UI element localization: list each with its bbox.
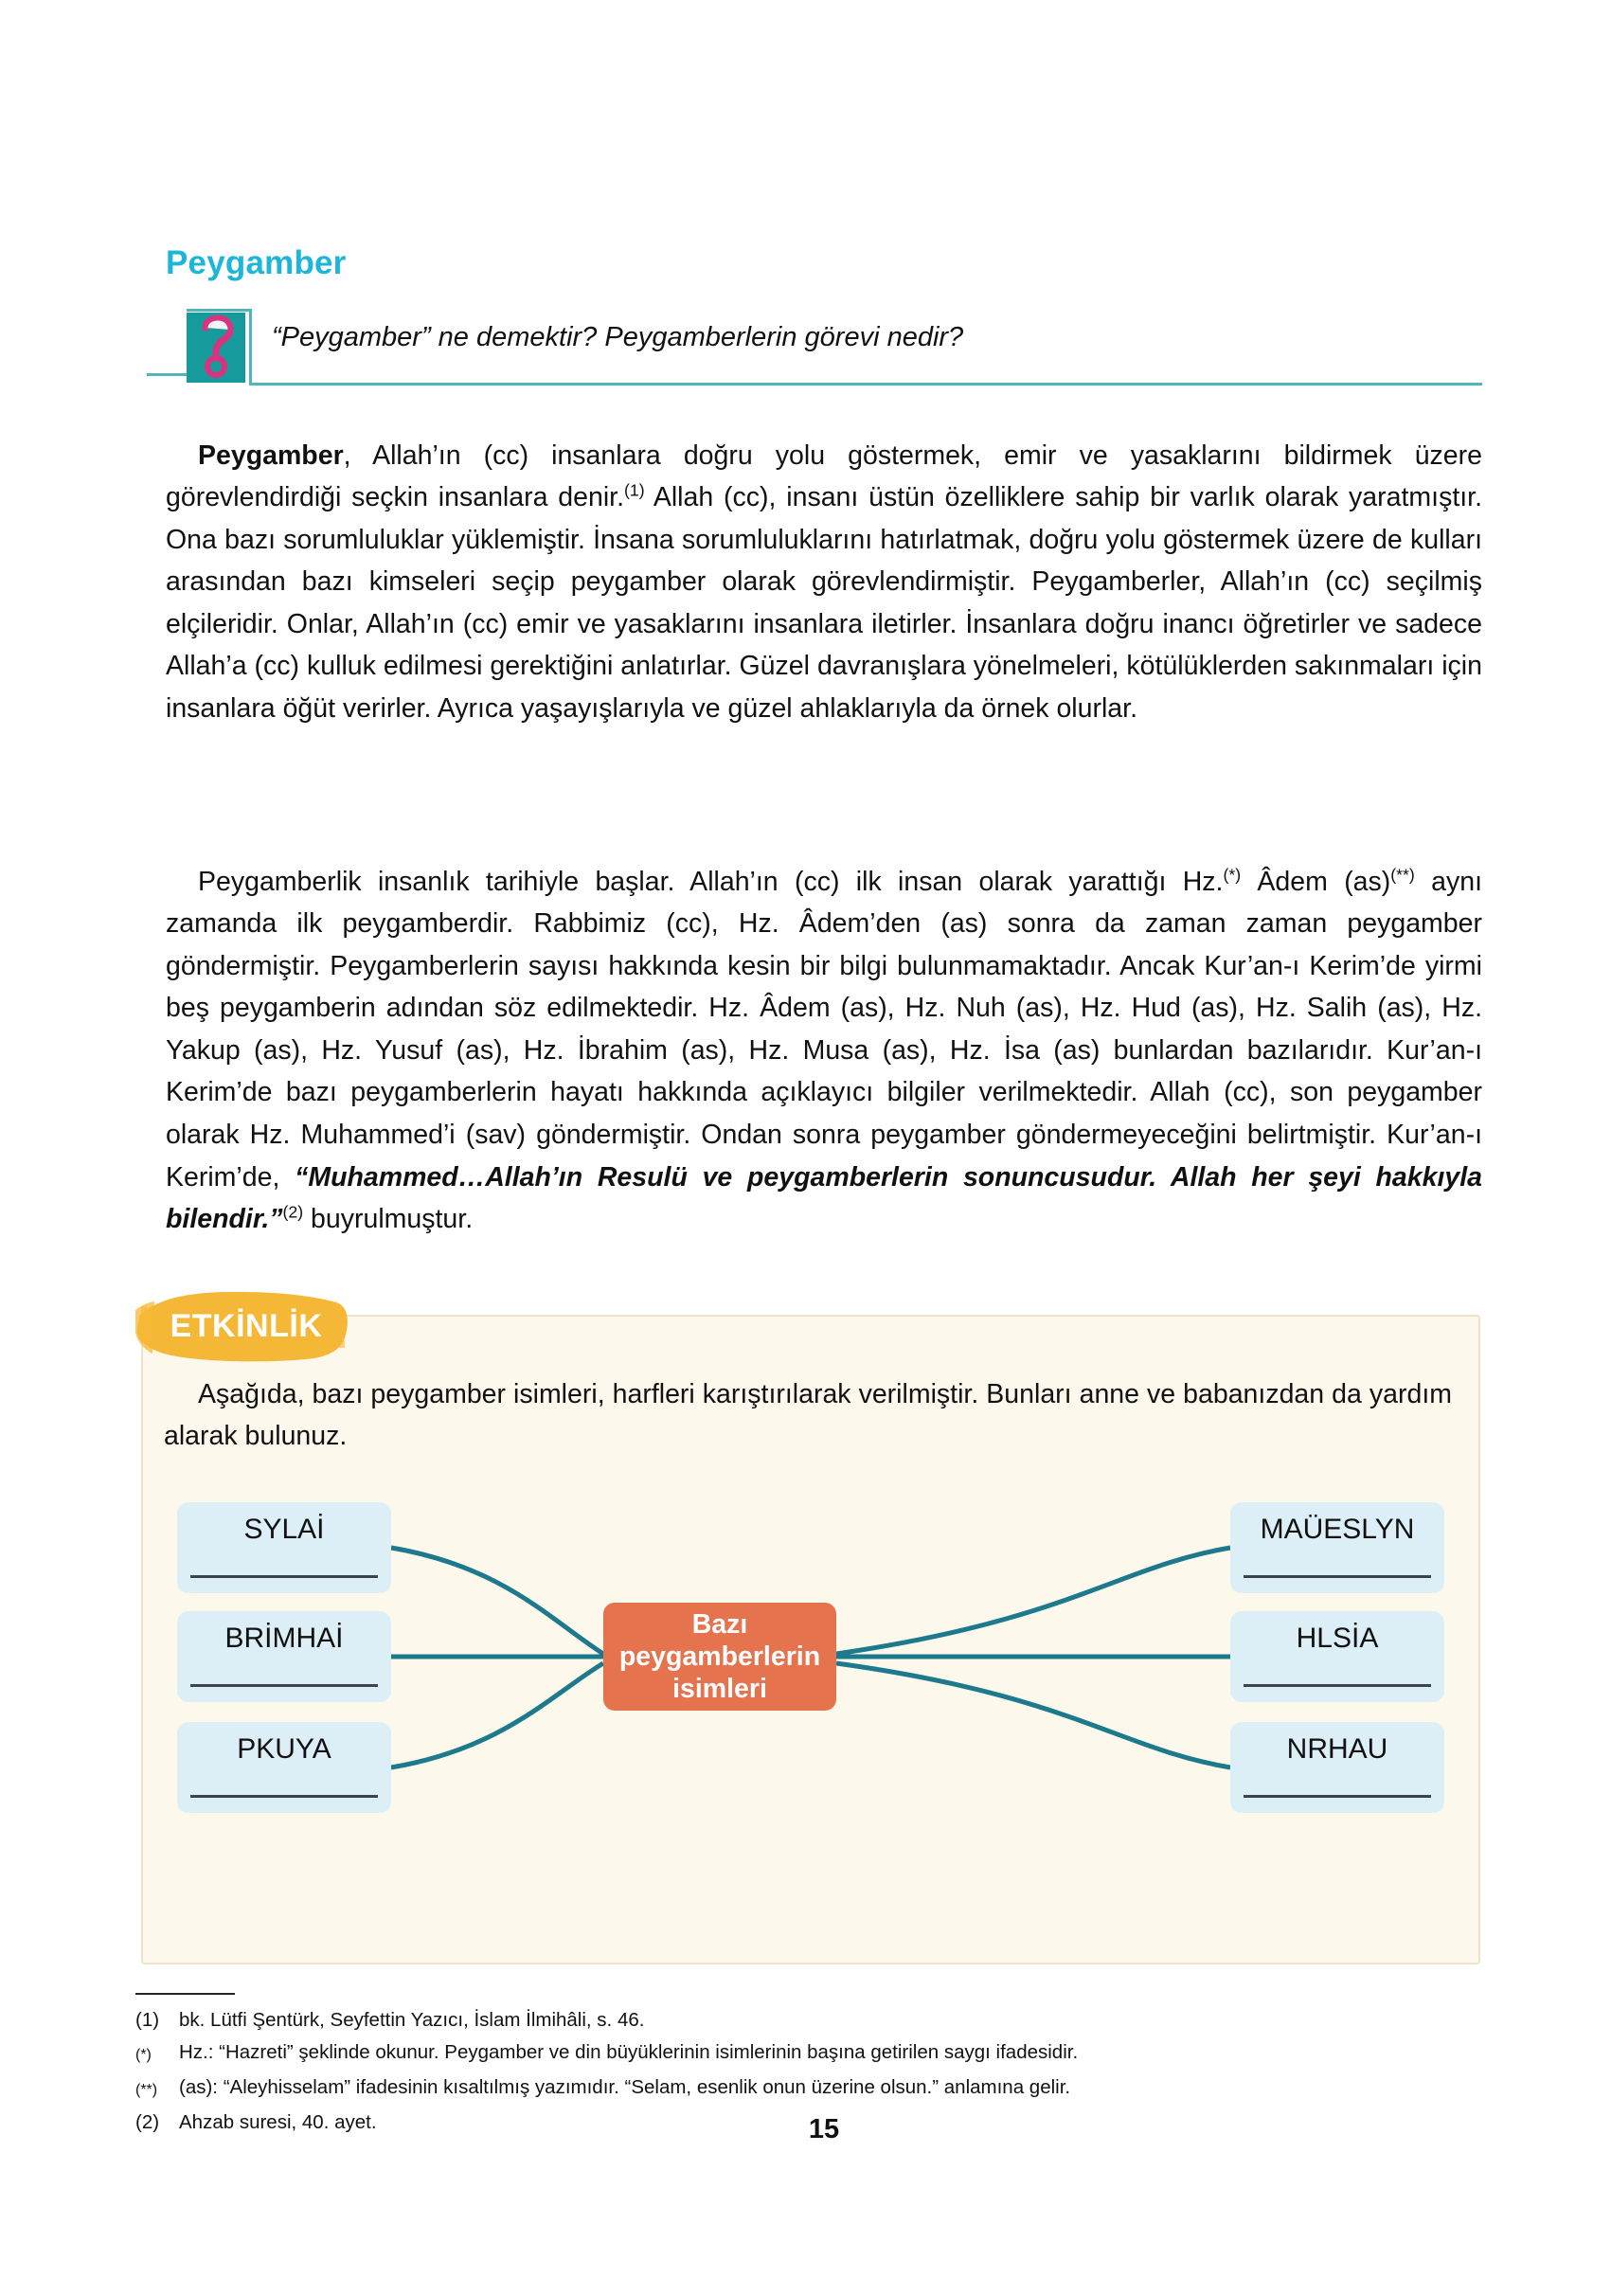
question-bar-top-rule — [187, 309, 251, 312]
paragraph-2-text-a: Peygamberlik insanlık tarihiyle başlar. Allah’ın (cc) ilk insan olarak yarattığı Hz. — [198, 866, 1224, 897]
paragraph-1-text-a: , Allah’ın (cc) insanlara doğru yolu göstermek, emir ve yasaklarını bildirmek üzere görevlendirdiği seçkin insanlara denir. — [166, 439, 1482, 513]
paragraph-lead-term: Peygamber — [198, 439, 344, 471]
mindmap-node-right-1[interactable] — [1230, 1502, 1444, 1593]
activity-panel — [141, 1307, 1480, 1964]
footnote-text: bk. Lütfi Şentürk, Seyfettin Yazıcı, İslam İlmihâli, s. 46. — [179, 2009, 645, 2031]
mindmap-node-label: PKUYA — [237, 1733, 331, 1765]
mindmap-node-right-3[interactable] — [1230, 1722, 1444, 1813]
mindmap-node-label: NRHAU — [1286, 1733, 1388, 1765]
textbook-page — [135, 0, 1482, 2296]
activity-instruction: Aşağıda, bazı peygamber isimleri, harfleri karıştırılarak verilmiştir. Bunları anne ve babanızdan da yardım alarak bulunuz. — [164, 1379, 1452, 1451]
question-bar-bottom-rule — [249, 383, 1482, 386]
paragraph-2-text-b: Âdem (as) — [1241, 866, 1391, 897]
page-number: 15 — [808, 2114, 840, 2144]
footnote-text: Ahzab suresi, 40. ayet. — [179, 2111, 377, 2133]
quran-verse-quote: “Muhammed…Allah’ın Resulü ve peygamberlerin sonuncusudur. Allah her şeyi hakkıyla bilendir.” — [166, 1161, 1482, 1235]
mindmap-node-label: BRİMHAİ — [224, 1623, 344, 1654]
footnote-ref-2: (2) — [282, 1202, 304, 1222]
footnote-ref-star: (*) — [1223, 865, 1242, 884]
mindmap-node-label: HLSİA — [1296, 1623, 1379, 1654]
footnote-text: Hz.: “Hazreti” şeklinde okunur. Peygamber ve din büyüklerinin isimlerinin başına getirilen saygı ifadesidir. — [179, 2041, 1079, 2063]
footnote-separator-rule — [135, 1993, 235, 1995]
mindmap-node-label: MAÜESLYN — [1260, 1514, 1415, 1545]
footnote-ref-1: (1) — [624, 480, 645, 500]
activity-badge-label: ETKİNLİK — [170, 1307, 323, 1344]
question-mark-icon — [187, 313, 245, 383]
mindmap-node-left-2[interactable] — [177, 1611, 391, 1702]
answer-write-line[interactable] — [1244, 1684, 1431, 1687]
paragraph-2-text-c: aynı zamanda ilk peygamberdir. Rabbimiz (cc), Hz. Âdem’den (as) sonra da zaman zaman peygamber göndermiştir. Peygamberlerin sayısı hakkında kesin bir bilgi bulunmamaktadır. Ancak Kur’an-ı Kerim’de yirmi beş peygamberin adından söz edilmektedir. Hz. Âdem (as), Hz. Nuh (as), Hz. Hud (as), Hz. Salih (as), Hz. Yakup (as), Hz. Yusuf (as), Hz. İbrahim (as), Hz. Musa (as), Hz. İsa (as) bunlardan bazılarıdır. Kur’an-ı Kerim’de bazı peygamberlerin hayatı hakkında açıklayıcı bilgiler verilmektedir. Allah (cc), son peygamber olarak Hz. Muhammed’i (sav) göndermiştir. Ondan sonra peygamber göndermeyeceğini belirtmiştir. Kur’an-ı Kerim’de, — [166, 866, 1482, 1193]
body-paragraph-2 — [166, 861, 1482, 1241]
footnote-ref-double-star: (**) — [1390, 865, 1415, 884]
mindmap-node-right-2[interactable] — [1230, 1611, 1444, 1702]
answer-write-line[interactable] — [190, 1795, 378, 1798]
answer-write-line[interactable] — [1244, 1795, 1431, 1798]
footnote-marker: (2) — [135, 2111, 160, 2133]
question-bar-left-rule — [147, 373, 187, 376]
mindmap-node-left-1[interactable] — [177, 1502, 391, 1593]
answer-write-line[interactable] — [190, 1575, 378, 1578]
footnote-marker: (*) — [135, 2047, 152, 2063]
answer-write-line[interactable] — [190, 1684, 378, 1687]
footnote-marker: (1) — [135, 2009, 160, 2031]
question-bar-vertical-rule — [249, 309, 252, 385]
footnote-item — [135, 2036, 1480, 2072]
answer-write-line[interactable] — [1244, 1575, 1431, 1578]
mindmap — [143, 1468, 1478, 1942]
paragraph-1-text-b: Allah (cc), insanı üstün özelliklere sahip bir varlık olarak yaratmıştır. Ona bazı sorumluluklar yüklemiştir. İnsana sorumluluklarını hatırlatmak, doğru yolu göstermek üzere de kulları arasından bazı kimseleri seçip peygamber olarak görevlendirmiştir. Peygamberler, Allah’ın (cc) seçilmiş elçileridir. Onlar, Allah’ın (cc) emir ve yasaklarını insanlara iletirler. İnsanlara doğru inancı öğretirler ve sadece Allah’a (cc) kulluk edilmesi gerektiğini anlatırlar. Güzel davranışlara yönelmeleri, kötülüklerden sakınmaları için insanlara öğüt verirler. Ayrıca yaşayışlarıyla ve güzel ahlaklarıyla da örnek olurlar. — [166, 482, 1482, 725]
activity-badge — [134, 1287, 353, 1365]
question-text: “Peygamber” ne demektir? Peygamberlerin görevi nedir? — [272, 322, 964, 352]
footnote-marker: (**) — [135, 2082, 158, 2098]
footnote-item — [135, 2072, 1480, 2107]
mindmap-node-label: SYLAİ — [243, 1514, 325, 1545]
footnote-item — [135, 2004, 1480, 2036]
question-prompt-bar — [147, 299, 1482, 386]
page-title: Peygamber — [166, 244, 347, 281]
mindmap-center-node: Bazı peygamberlerin isimleri — [603, 1603, 836, 1711]
body-paragraph-1 — [166, 435, 1482, 730]
mindmap-node-left-3[interactable] — [177, 1722, 391, 1813]
footnote-text: (as): “Aleyhisselam” ifadesinin kısaltılmış yazımıdır. “Selam, esenlik onun üzerine olsun.” anlamına gelir. — [179, 2076, 1071, 2098]
paragraph-2-text-d: buyrulmuştur. — [303, 1204, 474, 1235]
